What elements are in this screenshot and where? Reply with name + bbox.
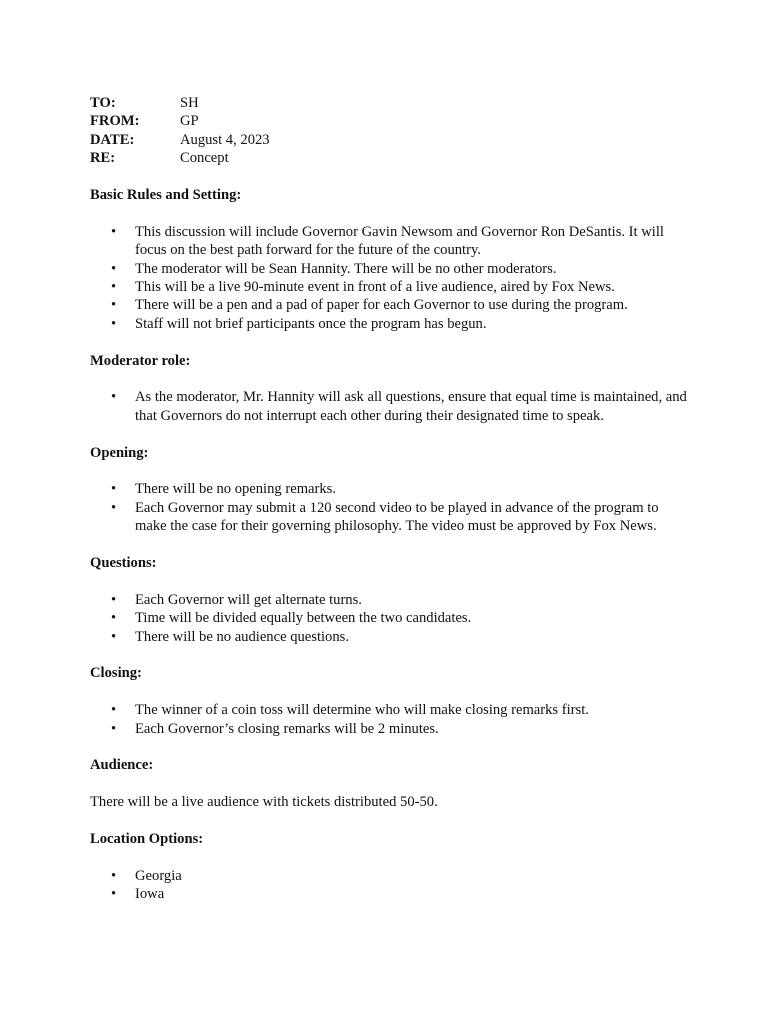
- bullet-text: There will be a pen and a pad of paper for each Governor to use during the program.: [135, 297, 628, 314]
- location-options-heading: Location Options:: [90, 831, 204, 848]
- bullet-text: Georgia: [135, 867, 182, 884]
- audience-text: There will be a live audience with tickets distributed 50-50.: [90, 794, 438, 811]
- bullet-text: Each Governor may submit a 120 second video to be played in advance of the program to make the case for their governing philosophy. The video must be approved by Fox News.: [135, 499, 659, 535]
- memo-to-row: [90, 94, 270, 112]
- bullet-item: [90, 609, 690, 627]
- bullet-icon: •: [111, 867, 117, 884]
- bullet-item: [90, 296, 690, 314]
- moderator-role-list: [90, 388, 690, 425]
- bullet-item: [90, 701, 690, 719]
- bullet-text: The moderator will be Sean Hannity. There will be no other moderators.: [135, 260, 557, 277]
- bullet-item: [90, 315, 690, 333]
- location-options-list: [90, 867, 690, 904]
- memo-date-label: DATE:: [90, 131, 135, 148]
- memo-to-value: SH: [180, 95, 199, 111]
- basic-rules-heading: Basic Rules and Setting:: [90, 187, 242, 204]
- bullet-item: [90, 720, 690, 738]
- bullet-icon: •: [111, 279, 117, 296]
- opening-heading: Opening:: [90, 444, 149, 461]
- bullet-icon: •: [111, 499, 117, 516]
- bullet-item: [90, 480, 690, 498]
- bullet-icon: •: [111, 481, 117, 498]
- memo-header: [90, 94, 270, 168]
- bullet-icon: •: [111, 389, 117, 406]
- memo-from-label: FROM:: [90, 113, 140, 130]
- bullet-item: [90, 278, 690, 296]
- basic-rules-list: [90, 223, 690, 333]
- questions-heading: Questions:: [90, 555, 157, 572]
- bullet-text: Each Governor will get alternate turns.: [135, 591, 362, 608]
- memo-to-label: TO:: [90, 95, 116, 111]
- memo-re-label: RE:: [90, 150, 116, 167]
- memo-re-row: [90, 149, 270, 167]
- closing-heading: Closing:: [90, 665, 142, 682]
- bullet-item: [90, 388, 690, 425]
- bullet-item: [90, 223, 690, 260]
- bullet-text: Staff will not brief participants once the program has begun.: [135, 315, 487, 332]
- bullet-text: The winner of a coin toss will determine who will make closing remarks first.: [135, 702, 589, 719]
- bullet-item: [90, 591, 690, 609]
- bullet-icon: •: [111, 886, 117, 903]
- bullet-text: There will be no opening remarks.: [135, 481, 337, 498]
- bullet-item: [90, 499, 690, 536]
- bullet-text: This discussion will include Governor Gavin Newsom and Governor Ron DeSantis. It will focus on the best path forward for the future of the country.: [135, 223, 664, 259]
- bullet-text: Time will be divided equally between the two candidates.: [135, 610, 472, 627]
- memo-date-row: [90, 131, 270, 149]
- bullet-item: [90, 885, 690, 903]
- bullet-icon: •: [111, 628, 117, 645]
- bullet-text: Each Governor’s closing remarks will be 2 minutes.: [135, 720, 439, 737]
- bullet-icon: •: [111, 720, 117, 737]
- questions-list: [90, 591, 690, 646]
- bullet-icon: •: [111, 315, 117, 332]
- bullet-icon: •: [111, 702, 117, 719]
- bullet-item: [90, 260, 690, 278]
- audience-heading: Audience:: [90, 757, 154, 774]
- opening-list: [90, 480, 690, 535]
- memo-re-value: Concept: [180, 150, 229, 167]
- memo-page: [90, 94, 690, 904]
- bullet-icon: •: [111, 610, 117, 627]
- bullet-text: Iowa: [135, 886, 165, 903]
- bullet-text: This will be a live 90-minute event in front of a live audience, aired by Fox News.: [135, 279, 615, 296]
- bullet-icon: •: [111, 260, 117, 277]
- memo-date-value: August 4, 2023: [180, 131, 270, 148]
- bullet-icon: •: [111, 591, 117, 608]
- bullet-icon: •: [111, 223, 117, 240]
- moderator-role-heading: Moderator role:: [90, 352, 191, 369]
- bullet-icon: •: [111, 297, 117, 314]
- bullet-item: [90, 628, 690, 646]
- bullet-text: There will be no audience questions.: [135, 628, 349, 645]
- bullet-text: As the moderator, Mr. Hannity will ask all questions, ensure that equal time is maintained, and that Governors do not interrupt each other during their designated time to speak.: [135, 389, 687, 424]
- memo-from-row: [90, 112, 270, 130]
- bullet-item: [90, 867, 690, 885]
- memo-from-value: GP: [180, 113, 199, 130]
- closing-list: [90, 701, 690, 738]
